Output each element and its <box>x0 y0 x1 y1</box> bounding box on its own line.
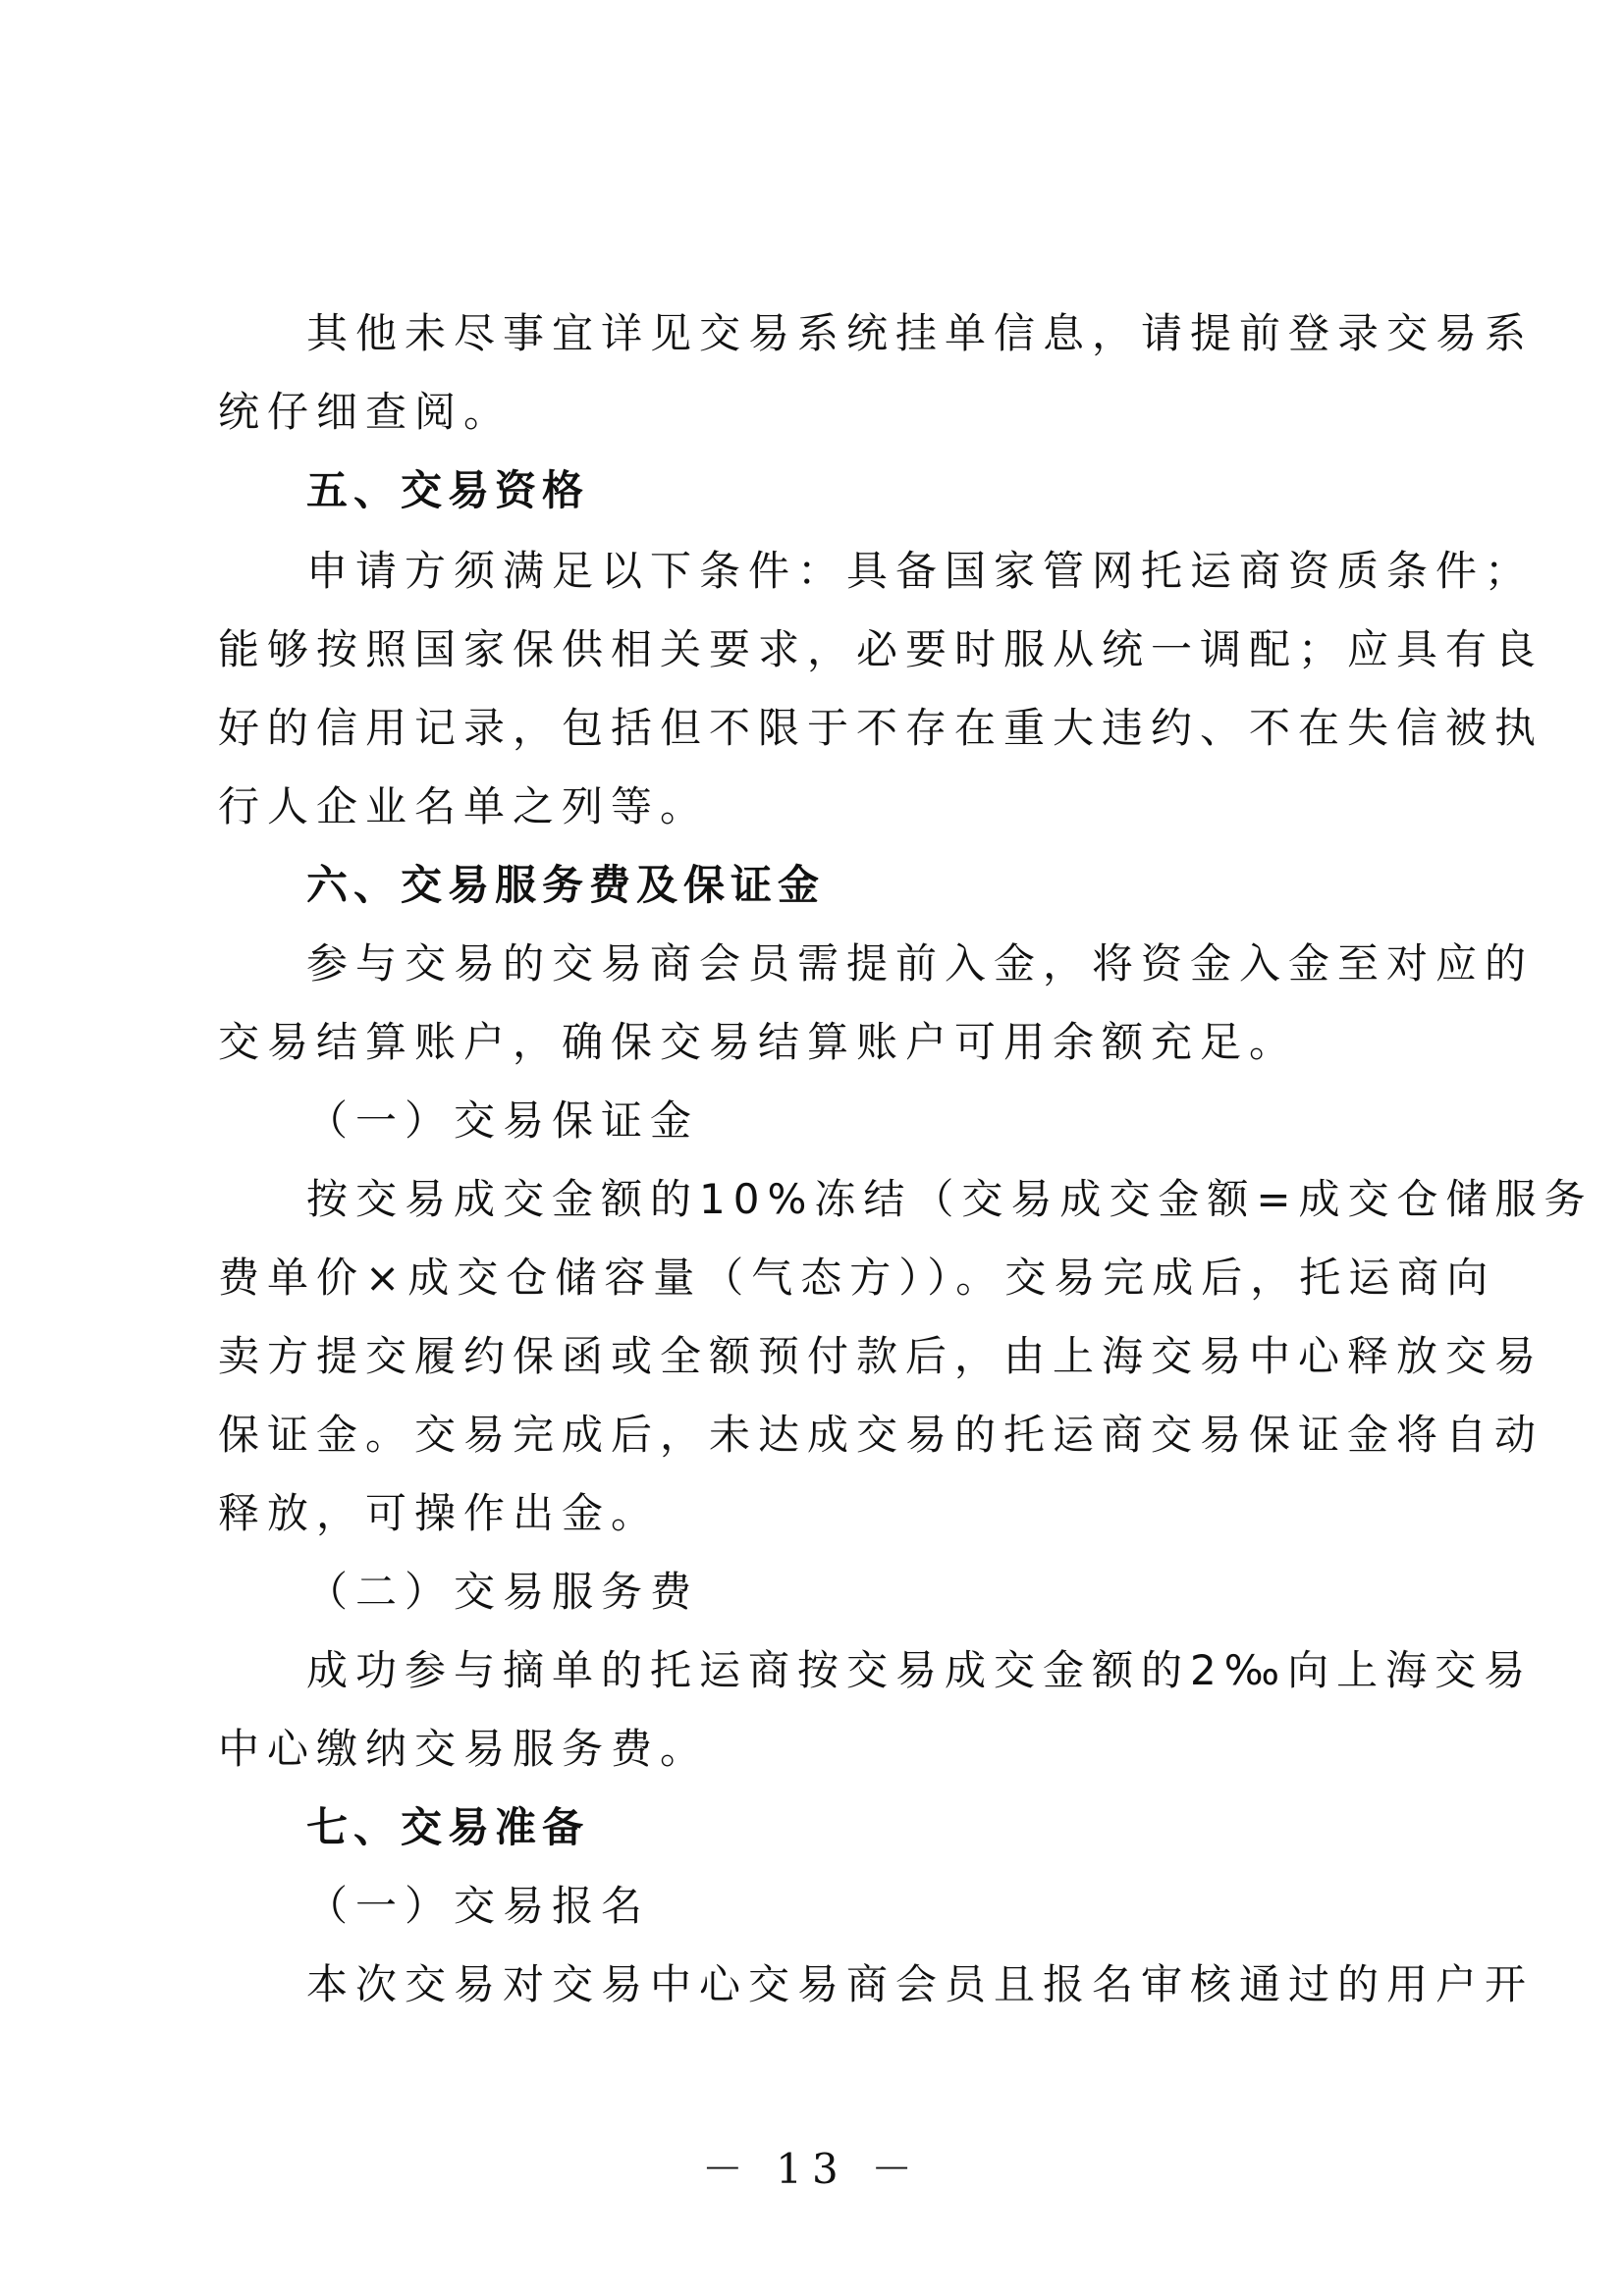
section-heading: 七、交易准备 <box>306 1803 590 1851</box>
paragraph-line: 能够按照国家保供相关要求，必要时服从统一调配；应具有良 <box>218 625 1544 673</box>
section-heading: 六、交易服务费及保证金 <box>306 861 826 909</box>
paragraph-line: 卖方提交履约保函或全额预付款后，由上海交易中心释放交易 <box>218 1332 1544 1380</box>
paragraph-line: 成功参与摘单的托运商按交易成交金额的2‰向上海交易 <box>306 1646 1534 1694</box>
paragraph-line: 按交易成交金额的10%冻结（交易成交金额=成交仓储服务 <box>306 1175 1594 1223</box>
subsection-heading: （一）交易报名 <box>306 1882 651 1930</box>
paragraph-line: 交易结算账户，确保交易结算账户可用余额充足。 <box>218 1018 1299 1066</box>
subsection-heading: （一）交易保证金 <box>306 1096 700 1145</box>
paragraph-line: 其他未尽事宜详见交易系统挂单信息，请提前登录交易系 <box>306 309 1535 357</box>
subsection-heading: （二）交易服务费 <box>306 1568 700 1616</box>
paragraph-line: 申请方须满足以下条件：具备国家管网托运商资质条件； <box>306 547 1535 595</box>
paragraph-line: 费单价×成交仓储容量（气态方））。交易完成后，托运商向 <box>218 1254 1496 1302</box>
page-number: － 13 － <box>701 2145 923 2193</box>
paragraph-line: 好的信用记录，包括但不限于不存在重大违约、不在失信被执 <box>218 704 1544 752</box>
paragraph-line: 释放，可操作出金。 <box>218 1489 661 1537</box>
paragraph-line: 行人企业名单之列等。 <box>218 782 710 830</box>
paragraph-line: 中心缴纳交易服务费。 <box>218 1725 710 1773</box>
paragraph-line: 保证金。交易完成后，未达成交易的托运商交易保证金将自动 <box>218 1411 1544 1459</box>
paragraph-line: 参与交易的交易商会员需提前入金，将资金入金至对应的 <box>306 939 1535 988</box>
section-heading: 五、交易资格 <box>306 466 590 514</box>
paragraph-line: 本次交易对交易中心交易商会员且报名审核通过的用户开 <box>306 1960 1535 2008</box>
paragraph-line: 统仔细查阅。 <box>218 388 514 436</box>
